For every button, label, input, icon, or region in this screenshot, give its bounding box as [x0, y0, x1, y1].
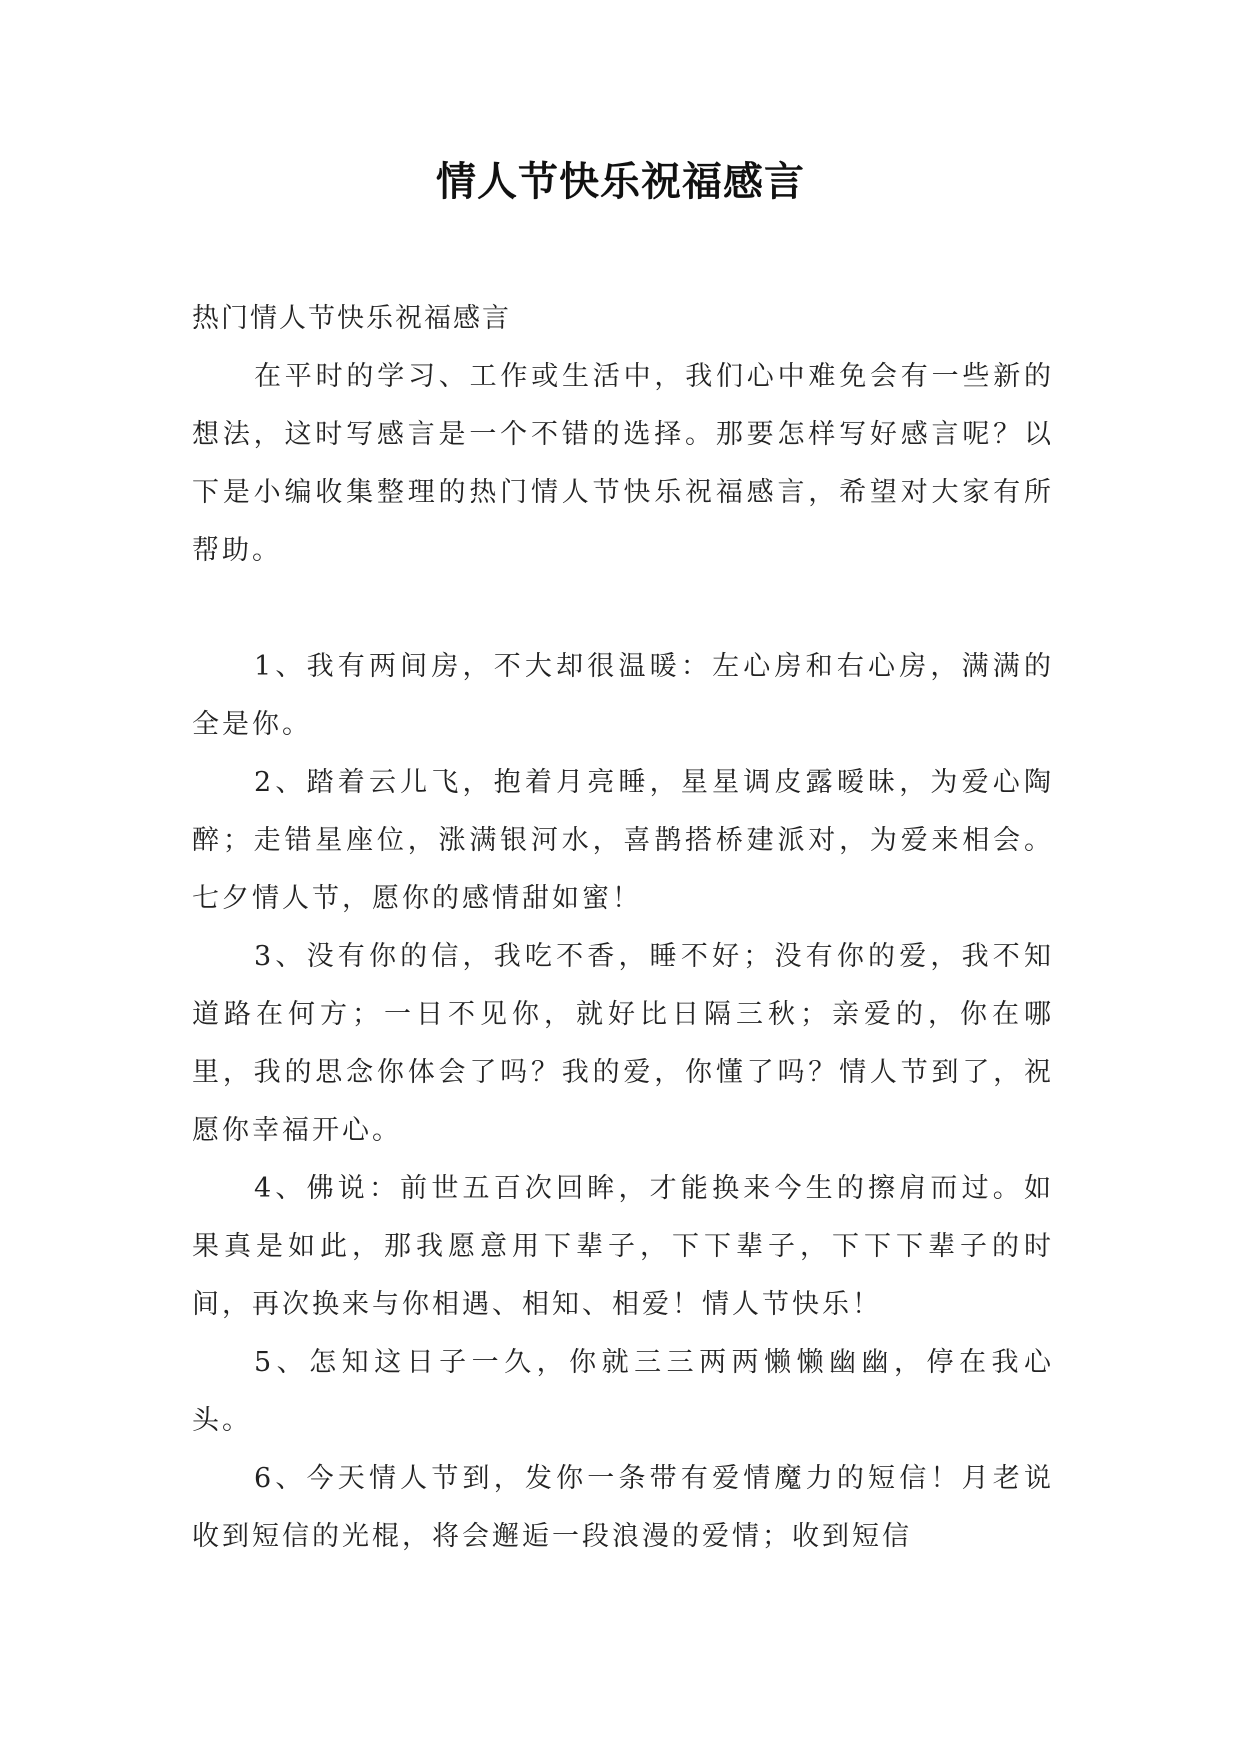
list-item: 3、没有你的信，我吃不香，睡不好；没有你的爱，我不知道路在何方；一日不见你，就好比日隔三秋；亲爱的，你在哪里，我的思念你体会了吗？我的爱，你懂了吗？情人节到了，祝愿你幸福开心。	[192, 941, 1054, 1146]
list-item: 4、佛说：前世五百次回眸，才能换来今生的擦肩而过。如果真是如此，那我愿意用下辈子，下下辈子，下下下辈子的时间，再次换来与你相遇、相知、相爱！情人节快乐！	[192, 1173, 1054, 1320]
paragraph-spacer	[192, 580, 1054, 638]
list-item: 6、今天情人节到，发你一条带有爱情魔力的短信！月老说收到短信的光棍，将会邂逅一段浪漫的爱情；收到短信	[192, 1463, 1054, 1552]
document-title: 情人节快乐祝福感言	[436, 158, 805, 205]
list-item: 1、我有两间房，不大却很温暖：左心房和右心房，满满的全是你。	[192, 651, 1054, 740]
intro-paragraph: 在平时的学习、工作或生活中，我们心中难免会有一些新的想法，这时写感言是一个不错的选择。那要怎样写好感言呢？以下是小编收集整理的热门情人节快乐祝福感言，希望对大家有所帮助。	[192, 361, 1054, 566]
list-item: 2、踏着云儿飞，抱着月亮睡，星星调皮露暧昧，为爱心陶醉；走错星座位，涨满银河水，喜鹊搭桥建派对，为爱来相会。七夕情人节，愿你的感情甜如蜜！	[192, 767, 1054, 914]
list-item: 5、怎知这日子一久，你就三三两两懒懒幽幽，停在我心头。	[192, 1347, 1054, 1436]
document-subtitle: 热门情人节快乐祝福感言	[192, 303, 511, 334]
document-body	[192, 290, 1054, 1566]
